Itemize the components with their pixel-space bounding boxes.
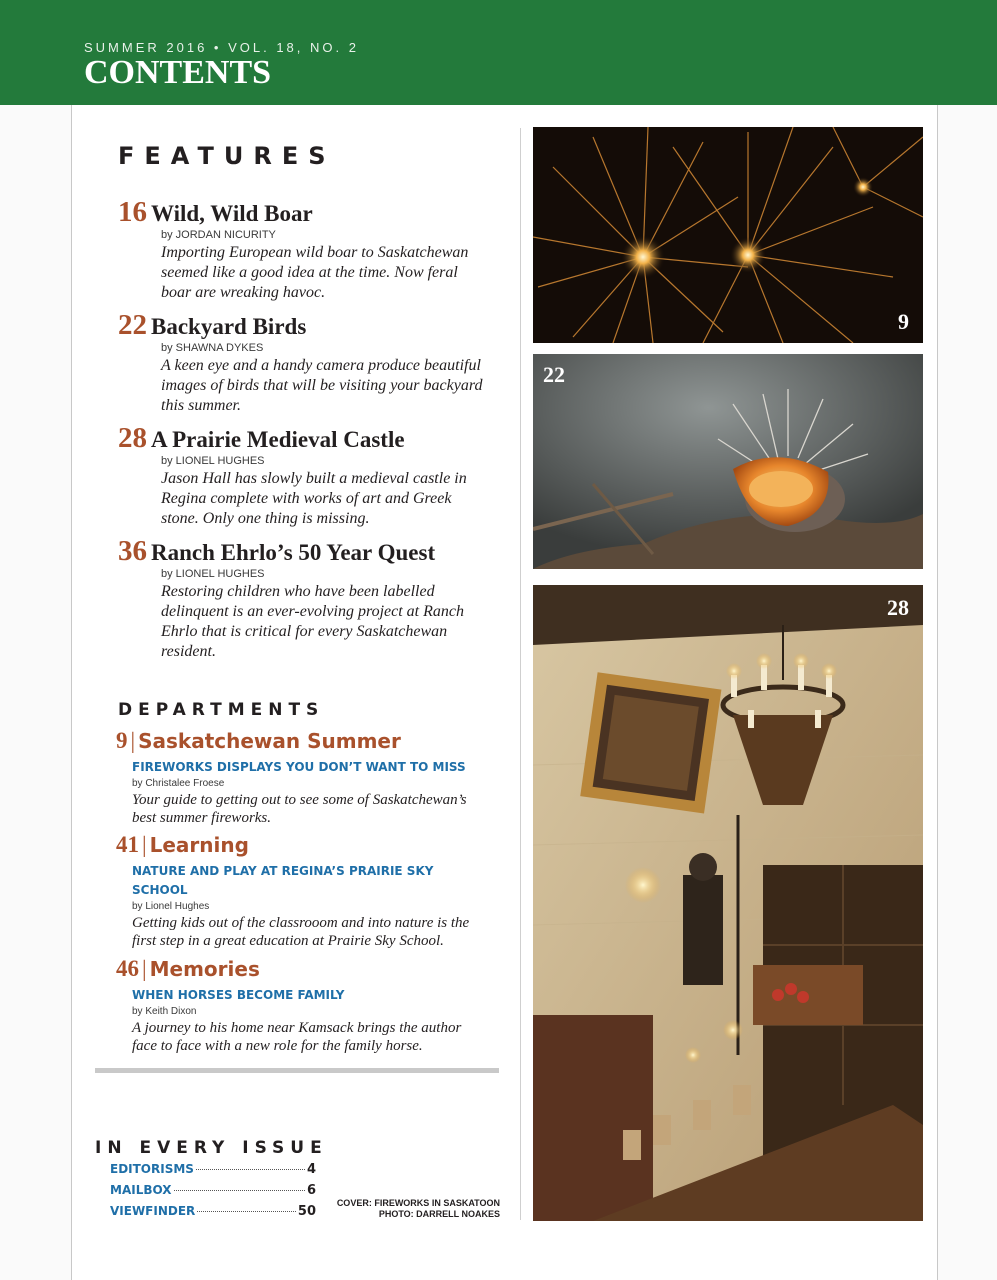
left-margin bbox=[0, 0, 72, 1280]
department-description: Getting kids out of the classrooom and into nature is the first step in a great education at Prairie Sky School. bbox=[132, 915, 470, 949]
feature-description: Jason Hall has slowly built a medieval castle in Regina complete with works of art and Greek stone. Only one thing is missing. bbox=[161, 470, 467, 527]
department-subtitle[interactable]: FIREWORKS DISPLAYS YOU DON’T WANT TO MISS bbox=[132, 760, 466, 774]
photo-credit: PHOTO: DARRELL NOAKES bbox=[378, 1209, 500, 1219]
every-issue-item[interactable] bbox=[110, 1204, 316, 1222]
departments-heading: DEPARTMENTS bbox=[118, 700, 325, 720]
department-description: Your guide to getting out to see some of Saskatchewan’s best summer fireworks. bbox=[132, 792, 467, 826]
every-issue-item[interactable] bbox=[110, 1162, 316, 1180]
bird-image bbox=[533, 354, 923, 569]
every-issue-page: 6 bbox=[306, 1183, 316, 1198]
column-divider bbox=[520, 128, 521, 1220]
department-item[interactable] bbox=[116, 727, 496, 827]
feature-byline: by SHAWNA DYKES bbox=[161, 342, 264, 354]
photo-page-number: 22 bbox=[543, 362, 565, 387]
margin-line-left bbox=[71, 0, 72, 1280]
right-margin bbox=[937, 0, 997, 1280]
department-page: 41 bbox=[116, 832, 139, 857]
department-name[interactable]: Learning bbox=[149, 833, 249, 857]
every-issue-page: 50 bbox=[297, 1204, 316, 1219]
margin-line-right bbox=[937, 0, 938, 1280]
dot-leader bbox=[197, 1211, 296, 1212]
department-byline: by Keith Dixon bbox=[132, 1006, 197, 1017]
department-item[interactable] bbox=[116, 955, 496, 1055]
feature-page: 28 bbox=[118, 422, 147, 454]
feature-description: Importing European wild boar to Saskatchewan seemed like a good idea at the time. Now feral boar are wreaking havoc. bbox=[161, 244, 469, 301]
features-heading: FEATURES bbox=[118, 142, 336, 170]
cover-credit bbox=[330, 1198, 500, 1220]
fireworks-photo[interactable] bbox=[533, 127, 923, 343]
separator-bar: | bbox=[142, 832, 147, 857]
department-page: 46 bbox=[116, 956, 139, 981]
every-issue-heading: IN EVERY ISSUE bbox=[95, 1138, 328, 1158]
every-issue-label[interactable]: MAILBOX bbox=[110, 1183, 172, 1197]
feature-page: 22 bbox=[118, 309, 147, 341]
section-divider bbox=[95, 1068, 499, 1073]
feature-title[interactable]: Wild, Wild Boar bbox=[151, 201, 313, 226]
feature-item[interactable] bbox=[118, 196, 488, 303]
photo-page-number: 28 bbox=[887, 595, 909, 620]
masthead bbox=[0, 0, 997, 105]
separator-bar: | bbox=[142, 956, 147, 981]
feature-page: 36 bbox=[118, 535, 147, 567]
separator-bar: | bbox=[130, 728, 136, 753]
department-page: 9 bbox=[116, 728, 128, 753]
castle-photo[interactable] bbox=[533, 585, 923, 1221]
feature-description: A keen eye and a handy camera produce beautiful images of birds that will be visiting your backyard this summer. bbox=[161, 357, 483, 414]
dot-leader bbox=[174, 1190, 305, 1191]
feature-byline: by LIONEL HUGHES bbox=[161, 455, 265, 467]
department-description: A journey to his home near Kamsack brings the author face to face with a new role for the family horse. bbox=[132, 1020, 462, 1054]
department-name[interactable]: Saskatchewan Summer bbox=[138, 729, 401, 753]
dot-leader bbox=[196, 1169, 305, 1170]
feature-item[interactable] bbox=[118, 422, 488, 529]
every-issue-label[interactable]: VIEWFINDER bbox=[110, 1204, 196, 1218]
department-byline: by Lionel Hughes bbox=[132, 901, 210, 912]
department-item[interactable] bbox=[116, 831, 496, 950]
feature-title[interactable]: A Prairie Medieval Castle bbox=[151, 427, 405, 452]
feature-title[interactable]: Ranch Ehrlo’s 50 Year Quest bbox=[151, 540, 436, 565]
fireworks-image bbox=[533, 127, 923, 343]
feature-item[interactable] bbox=[118, 309, 488, 416]
page-title: CONTENTS bbox=[84, 54, 272, 91]
department-byline: by Christalee Froese bbox=[132, 778, 225, 789]
cover-caption: COVER: FIREWORKS IN SASKATOON bbox=[336, 1198, 500, 1208]
department-subtitle[interactable]: NATURE AND PLAY AT REGINA’S PRAIRIE SKY SCHOOL bbox=[132, 864, 434, 897]
department-name[interactable]: Memories bbox=[149, 957, 260, 981]
bird-photo[interactable] bbox=[533, 354, 923, 569]
feature-page: 16 bbox=[118, 196, 147, 228]
castle-image bbox=[533, 585, 923, 1221]
every-issue-item[interactable] bbox=[110, 1183, 316, 1201]
photo-page-number: 9 bbox=[898, 309, 909, 334]
issue-info: SUMMER 2016 • VOL. 18, NO. 2 bbox=[84, 40, 359, 55]
feature-byline: by LIONEL HUGHES bbox=[161, 568, 265, 580]
every-issue-label[interactable]: EDITORISMS bbox=[110, 1162, 194, 1176]
department-subtitle[interactable]: WHEN HORSES BECOME FAMILY bbox=[132, 988, 345, 1002]
feature-title[interactable]: Backyard Birds bbox=[151, 314, 307, 339]
feature-byline: by JORDAN NICURITY bbox=[161, 229, 276, 241]
feature-description: Restoring children who have been labelled delinquent is an ever-evolving project at Ranch Ehrlo that is critical for every Saskatchewan resident. bbox=[161, 583, 464, 660]
feature-item[interactable] bbox=[118, 535, 488, 662]
every-issue-page: 4 bbox=[306, 1162, 316, 1177]
